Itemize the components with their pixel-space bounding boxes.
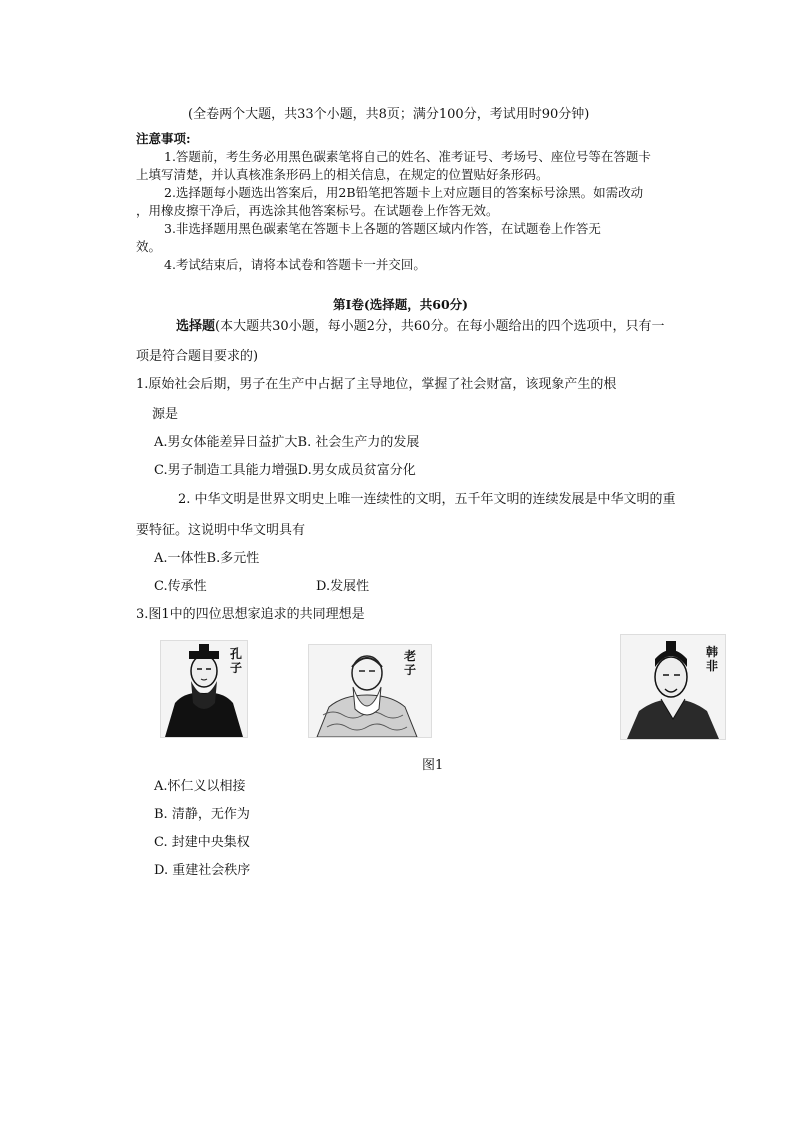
- note-line: 2.选择题每小题选出答案后，用2B铅笔把答题卡上对应题目的答案标号涂黑。如需改动: [164, 185, 644, 200]
- note-line: ，用橡皮擦干净后，再选涂其他答案标号。在试题卷上作答无效。: [136, 203, 499, 218]
- question-2-stem-cont: 要特征。这说明中华文明具有: [136, 523, 306, 538]
- question-3-option: A.怀仁义以相接: [154, 779, 246, 794]
- portrait-label: 韩非: [705, 645, 718, 673]
- section-instructions: [176, 318, 664, 336]
- laozi-portrait-icon: [308, 644, 432, 738]
- question-1-option: C.男子制造工具能力增强D.男女成员贫富分化: [154, 463, 416, 478]
- note-line: 效。: [136, 239, 162, 254]
- section-title: 第Ⅰ卷(选择题，共60分): [333, 297, 469, 312]
- note-line: 上填写清楚，并认真核准条形码上的相关信息，在规定的位置贴好条形码。: [136, 167, 549, 182]
- question-2-option: A.一体性B.多元性: [154, 551, 260, 566]
- hanfei-portrait-icon: [620, 634, 726, 740]
- question-1-option: A.男女体能差异日益扩大B. 社会生产力的发展: [154, 435, 420, 450]
- portrait-label: 孔子: [229, 647, 242, 675]
- question-3-option: D. 重建社会秩序: [154, 863, 251, 878]
- notes-title: 注意事项:: [136, 131, 191, 146]
- question-2-option: C.传承性: [154, 579, 207, 594]
- question-1-stem-cont: 源是: [152, 407, 179, 422]
- section-instr-bold: 选择题: [176, 319, 216, 334]
- note-line: 4.考试结束后，请将本试卷和答题卡一并交回。: [164, 257, 426, 272]
- section-instructions-cont: 项是符合题目要求的): [136, 349, 259, 364]
- question-2-stem: 2. 中华文明是世界文明史上唯一连续性的文明，五千年文明的连续发展是中华文明的重: [178, 492, 676, 507]
- question-3-option: C. 封建中央集权: [154, 835, 250, 850]
- note-line: 3.非选择题用黑色碳素笔在答题卡上各题的答题区域内作答，在试题卷上作答无: [164, 221, 601, 236]
- figure-caption: 图1: [422, 758, 444, 773]
- question-3-stem: 3.图1中的四位思想家追求的共同理想是: [136, 607, 365, 622]
- confucius-portrait-icon: [160, 640, 248, 738]
- note-line: 1.答题前，考生务必用黑色碳素笔将自己的姓名、准考证号、考场号、座位号等在答题卡: [164, 149, 651, 164]
- section-instr-text: (本大题共30小题，每小题2分，共60分。在每小题给出的四个选项中，只有一: [215, 319, 665, 334]
- question-2-option: D.发展性: [316, 579, 370, 594]
- question-3-option: B. 清静，无作为: [154, 807, 250, 822]
- portrait-label: 老子: [403, 649, 416, 677]
- exam-info: (全卷两个大题，共33个小题，共8页；满分100分，考试用时90分钟): [188, 107, 590, 122]
- question-1-stem: 1.原始社会后期，男子在生产中占据了主导地位，掌握了社会财富，该现象产生的根: [136, 377, 617, 392]
